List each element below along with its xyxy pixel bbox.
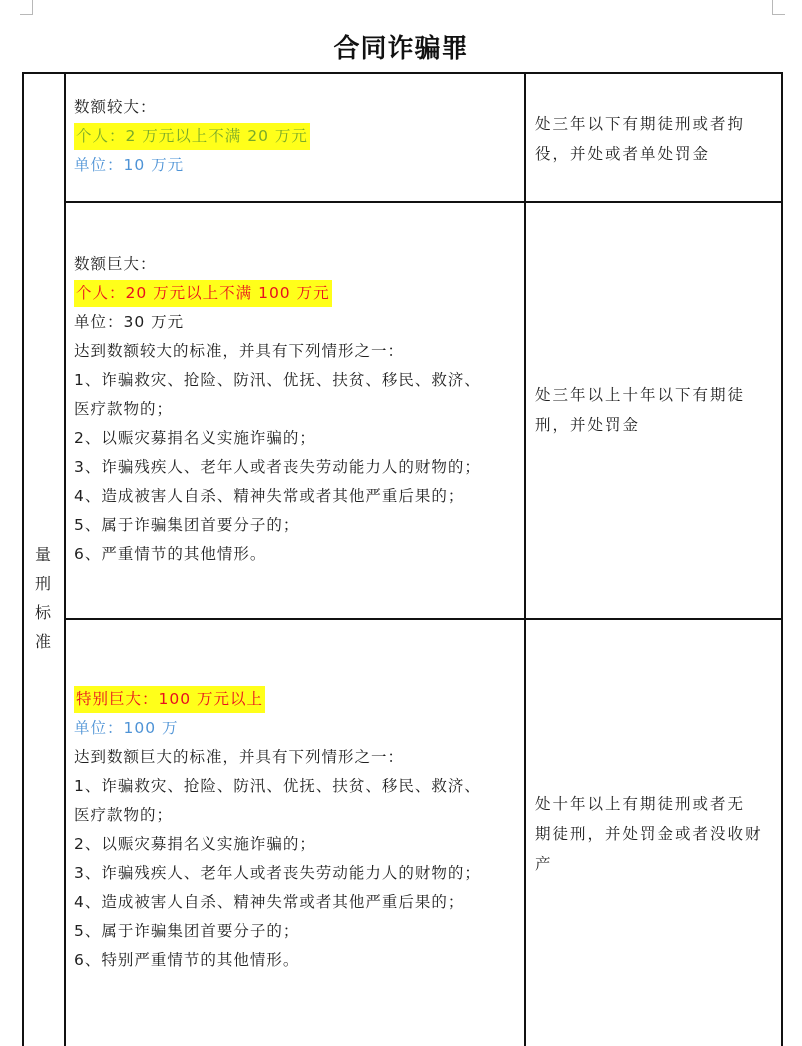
penalty-cell-large-amount bbox=[535, 109, 775, 169]
criteria-line bbox=[74, 685, 481, 714]
criteria-line: 4、造成被害人自杀、精神失常或者其他严重后果的； bbox=[74, 487, 465, 505]
criteria-line: 医疗款物的； bbox=[74, 400, 174, 418]
criteria-line: 1、诈骗救灾、抢险、防汛、优抚、扶贫、移民、救济、 bbox=[74, 371, 481, 389]
criteria-line: 6、严重情节的其他情形。 bbox=[74, 545, 267, 563]
side-label-char: 标 bbox=[34, 603, 51, 622]
criteria-line: 5、属于诈骗集团首要分子的； bbox=[74, 922, 300, 940]
table-row-divider bbox=[64, 618, 783, 620]
penalty-line: 处三年以下有期徒刑或者拘 bbox=[535, 115, 746, 133]
document-title: 合同诈骗罪 bbox=[333, 34, 469, 64]
penalty-cell-especially-huge-amount bbox=[535, 789, 775, 879]
criteria-line: 单位：10 万元 bbox=[74, 156, 185, 174]
table-row-divider bbox=[64, 201, 783, 203]
table-divider-label bbox=[64, 72, 66, 1046]
criteria-line: 数额巨大： bbox=[74, 255, 157, 273]
penalty-line: 役，并处或者单处罚金 bbox=[535, 145, 711, 163]
penalty-line: 期徒刑，并处罚金或者没收财 bbox=[535, 825, 763, 843]
page-corner-mark-right bbox=[772, 0, 785, 15]
criteria-line: 医疗款物的； bbox=[74, 806, 174, 824]
criteria-line: 达到数额较大的标准，并具有下列情形之一： bbox=[74, 342, 405, 360]
criteria-line: 单位：100 万 bbox=[74, 719, 179, 737]
table-border-right bbox=[781, 72, 783, 1046]
table-border-top bbox=[22, 72, 783, 74]
side-label-char: 刑 bbox=[34, 574, 51, 593]
criteria-line: 3、诈骗残疾人、老年人或者丧失劳动能力人的财物的； bbox=[74, 458, 481, 476]
penalty-line: 处三年以上十年以下有期徒 bbox=[535, 386, 746, 404]
criteria-cell-large-amount bbox=[74, 93, 310, 180]
highlighted-text: 特别巨大：100 万元以上 bbox=[74, 686, 265, 713]
highlighted-text: 个人：2 万元以上不满 20 万元 bbox=[74, 123, 310, 150]
highlighted-text: 个人：20 万元以上不满 100 万元 bbox=[74, 280, 332, 307]
criteria-line: 单位：30 万元 bbox=[74, 313, 185, 331]
side-label-char: 量 bbox=[34, 545, 51, 564]
penalty-line: 刑，并处罚金 bbox=[535, 416, 641, 434]
criteria-cell-especially-huge-amount bbox=[74, 685, 481, 975]
criteria-line bbox=[74, 122, 310, 151]
criteria-line: 数额较大： bbox=[74, 98, 157, 116]
page-corner-mark-left bbox=[20, 0, 33, 15]
criteria-line: 4、造成被害人自杀、精神失常或者其他严重后果的； bbox=[74, 893, 465, 911]
criteria-line: 3、诈骗残疾人、老年人或者丧失劳动能力人的财物的； bbox=[74, 864, 481, 882]
penalty-cell-huge-amount bbox=[535, 380, 775, 440]
criteria-line: 5、属于诈骗集团首要分子的； bbox=[74, 516, 300, 534]
penalty-line: 处十年以上有期徒刑或者无 bbox=[535, 795, 746, 813]
side-label-char: 准 bbox=[34, 632, 51, 651]
criteria-line: 达到数额巨大的标准，并具有下列情形之一： bbox=[74, 748, 405, 766]
criteria-line: 2、以赈灾募捐名义实施诈骗的； bbox=[74, 429, 316, 447]
criteria-line: 1、诈骗救灾、抢险、防汛、优抚、扶贫、移民、救济、 bbox=[74, 777, 481, 795]
side-label-sentencing-standard bbox=[22, 540, 64, 656]
penalty-line: 产 bbox=[535, 855, 553, 873]
table-divider-penalty bbox=[524, 72, 526, 1046]
criteria-line: 6、特别严重情节的其他情形。 bbox=[74, 951, 300, 969]
criteria-line: 2、以赈灾募捐名义实施诈骗的； bbox=[74, 835, 316, 853]
criteria-line bbox=[74, 279, 481, 308]
criteria-cell-huge-amount bbox=[74, 250, 481, 569]
